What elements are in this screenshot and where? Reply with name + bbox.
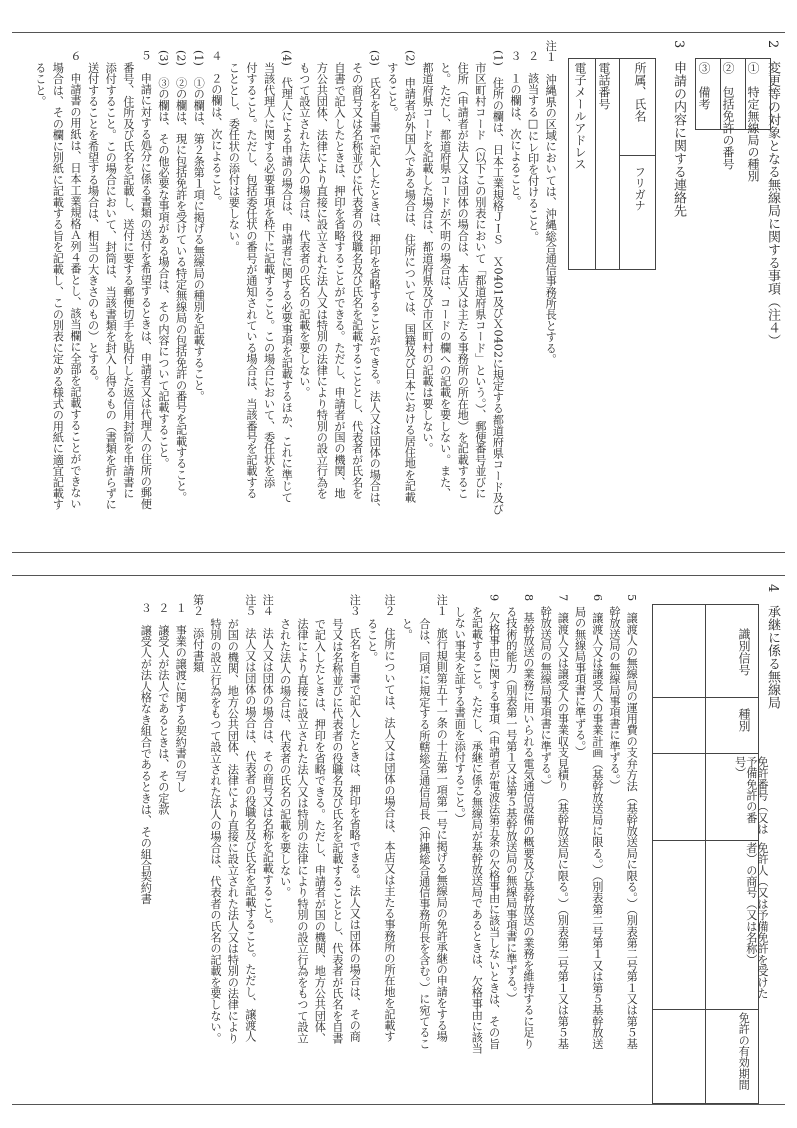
bottom-top-rule (12, 575, 785, 576)
top-notes-line: 住所（申請者が法人又は団体の場合は、本店又は主たる事務所の所在地）を記載するこ (456, 62, 470, 499)
top-notes-line: こととし、委任状の添付は要しない。 (227, 62, 241, 253)
sec4-title: 4 承継に係る無線局 (765, 584, 780, 710)
bottom-notes-line: 法律により直接に設立された法人又は特別の法律により特別の設立行為をもつて設立 (296, 618, 309, 1044)
bottom-items-line: しない事実を証する書面を添付すること。） (453, 606, 467, 825)
col-header-call-sign: 識別信号 (737, 628, 751, 676)
bottom-notes-line: ること。 (365, 618, 379, 663)
top-notes-line: その商号又は名称並びに代表者の役職名及び氏名を記載することとし、代表者が氏名を (350, 62, 364, 499)
bottom-notes-line: 注３ 氏名を自書で記入したときは、押印を省略できる。法人又は団体の場合は、その商 (348, 594, 362, 1042)
bottom-items-line: を記載すること。ただし、承継に係る無線局が基幹放送局であるときは、欠格事由に該当 (470, 606, 484, 1054)
bottom-notes-line: 注２ 住所については、法人又は団体の場合は、本店又は主たる事務所の所在地を記載す (383, 594, 396, 1042)
top-notes-line: ４ ２の欄は、次によること。 (209, 50, 223, 207)
top-notes-line: ５ 申請に対する処分に係る書類の送付を希望するときは、申請者又は代理人の住所の郵便 (139, 50, 153, 510)
col-header-validity: 免許の有効期間 (737, 1012, 751, 1091)
top-notes-line: 添付すること。この場合において、封筒は、当該書類を封入し得るもの（書類を折らずに (104, 62, 118, 510)
top-notes-line: と。ただし、都道府県コードが不明の場合は、コードの欄への記載を要しない。また、 (438, 62, 452, 499)
top-notes-line: 当該代理人に関する必要事項を枠下に記載すること。この場合において、委任状を添 (262, 62, 276, 488)
top-notes-line: 送付することを希望する場合は、相当の大きさのもの）とする。 (86, 62, 100, 387)
bottom-notes-line: 注１ 旅行規則第五十一条の十五第一項第一号に掲げる無線局の免許承継の申請をする場 (435, 594, 449, 1042)
bottom-notes-line: 合は、同項に規定する所轄総合通信局長（沖縄総合通信事務所長を含む。）に宛てるこ (417, 618, 431, 1050)
contact-email-label: 電子メールアドレス (573, 62, 587, 170)
top-notes-line: ること。 (33, 62, 47, 107)
bottom-items-line: る技術的能力（別表第一号第１又は第５基幹放送局の無線局事項書に準ずる。） (504, 606, 518, 1004)
bottom-notes-line: と。 (400, 618, 414, 641)
top-rule (12, 32, 785, 33)
sec3-title: 3 申請の内容に関する連絡先 (671, 40, 686, 218)
bottom-notes-line: 第２ 添付書類 (191, 594, 205, 673)
sec2-title: 2 変更等の対象となる無線局に関する事項（注４） (765, 40, 780, 348)
col-header-license-no: 免許番号（又は予備免許の番号） (733, 756, 769, 835)
top-notes-line: 市区町村コード（以下この別表において「都道府県コード」という。）、郵便番号並びに (473, 62, 487, 499)
bottom-items-line: 局の無線局事項書に準ずる。） (573, 606, 587, 758)
top-notes-line: 方公共団体、法律により直接に設立された法人又は特別の法律により特別の設立行為を (315, 62, 329, 499)
bottom-items-line: 8 基幹放送の業務に用いられる電気通信設備の概要及び基幹放送の業務を維持するに足り (522, 594, 535, 1050)
col-header-licensee: 免許人（又は予備免許を受けた者）の商号（又は名称） (744, 842, 769, 999)
sec2-row-2: ② 包括免許の番号 (721, 62, 735, 170)
bottom-notes-line: １ 事業の譲渡に関する契約書の写し (174, 602, 188, 793)
top-notes-line: (4) 代理人による申請の場合は、申請者に関する必要事項を記載するほか、これに準じて (280, 50, 294, 503)
bottom-notes-line: ３ 譲受人が法人格なき組合であるときは、その組合契約書 (139, 602, 153, 905)
top-notes-line: 自書で記入したときは、押印を省略することができる。ただし、申請者が国の機関、地 (333, 62, 346, 499)
bottom-notes-line: 号又は名称並びに代表者の役職名及び氏名を記載することとし、代表者が氏名を自書 (330, 618, 344, 1044)
top-notes-line: (3) 氏名を自書で記入したときは、押印を省略することができる。法人又は団体の場合は、 (368, 50, 382, 514)
bottom-items-line: 7 譲渡人又は譲受人の事業収支見積り（基幹放送局に限る。）（別表第二号第１又は第５基 (556, 594, 570, 1050)
bottom-items-line: 9 欠格事由に関する事項（申請者が電波法第五条の欠格事由に該当しないときは、その旨 (487, 594, 501, 1050)
bottom-notes-line: ２ 譲受人が法人であるときは、その定款 (156, 602, 170, 815)
top-notes-line: もつて設立された法人の場合は、代表者の氏名の記載を要しない。 (297, 62, 311, 398)
top-notes-line: 都道府県コードを記載した場合は、都道府県及び市区町村の記載は要しない。 (421, 62, 434, 454)
contact-name-label: 所属、氏名 (633, 62, 647, 122)
top-notes-line: ２ 該当する□にレ印を付けること。 (526, 50, 540, 243)
top-notes-line: 注１ 沖縄県の区域においては、沖縄総合通信事務所長とする。 (544, 40, 558, 365)
top-notes-line: 付すること。ただし、包括委任状の番号が通知されている場合は、当該番号を記載する (245, 62, 258, 499)
bottom-notes-line: が国の機関、地方公共団体、法律により直接に設立された法人又は特別の法律により (226, 618, 240, 1044)
bottom-notes-line: で記入したときは、押印を省略できる。ただし、申請者が国の機関、地方公共団体、 (313, 618, 327, 1044)
middle-rule (12, 552, 785, 553)
bottom-items-line: 5 譲渡人の無線局の運用費の支弁方法（基幹放送局に限る。）（別表第二号第１又は第５基 (625, 594, 639, 1050)
top-notes-line: 番号、住所及び氏名を記載し、送付に要する郵便切手を貼付した返信用封筒を申請書に (121, 62, 135, 499)
top-notes-line: 場合は、その欄に別紙に記載する旨を記載し、この別表に定める様式の用紙に適宜記載す (51, 62, 65, 510)
bottom-items-line: 6 譲渡人又は譲受人の事業計画（基幹放送局に限る。）（別表第二号第１又は第５基幹放送 (590, 594, 604, 1050)
bottom-items-line: 幹放送局の無線局事項書に準ずる。） (539, 606, 553, 791)
top-notes-line: (1) ①の欄は、第２条第１項に掲げる無線局の種別を記載すること。 (192, 50, 206, 402)
sec2-row-3: ③ 備考 (697, 62, 711, 110)
bottom-items-line: 幹放送局の無線局事項書に準ずる。） (608, 606, 621, 791)
bottom-rule (12, 1104, 785, 1105)
bottom-notes-line: された法人の場合は、代表者の氏名の記載を要しない。 (278, 618, 292, 898)
top-notes-line: (2) ②の欄は、現に包括免許を受けている特定無線局の包括免許の番号を記載すること。 (174, 50, 188, 503)
col-header-type: 種別 (737, 708, 751, 732)
bottom-notes-line: 注４ 法人又は団体の場合は、その商号又は名称を記載すること。 (261, 594, 275, 930)
top-notes-line: (2) 申請者が外国人である場合は、住所については、国籍及び日本における居住地を記載 (403, 50, 417, 503)
contact-phone-label: 電話番号 (597, 62, 611, 110)
top-notes-line: (1) 住所の欄は、日本工業規格ＪＩＳ Ｘ0401及びＸ0402に規定する都道府県コード及び (491, 50, 505, 515)
top-notes-line: すること。 (385, 62, 399, 118)
bottom-notes-line: 特別の設立行為をもつて設立された法人の場合は、代表者の氏名の記載を要しない。 (209, 618, 222, 1044)
top-notes-line: (3) ③の欄は、その他必要な事項がある場合は、その内容について記載すること。 (157, 50, 170, 470)
bottom-notes-line: 注５ 法人又は団体の場合は、代表者の役職名及び氏名を記載すること。ただし、譲渡人 (243, 594, 257, 1042)
furigana-label: フリガナ (633, 166, 647, 211)
sec2-row-1: ① 特定無線局の種別 (746, 62, 760, 182)
top-notes-line: ６ 申請書の用紙は、日本工業規格Ａ列４番とし、該当欄に全部を記載することができない (69, 50, 82, 510)
top-notes-line: ３ １の欄は、次によること。 (509, 50, 522, 207)
